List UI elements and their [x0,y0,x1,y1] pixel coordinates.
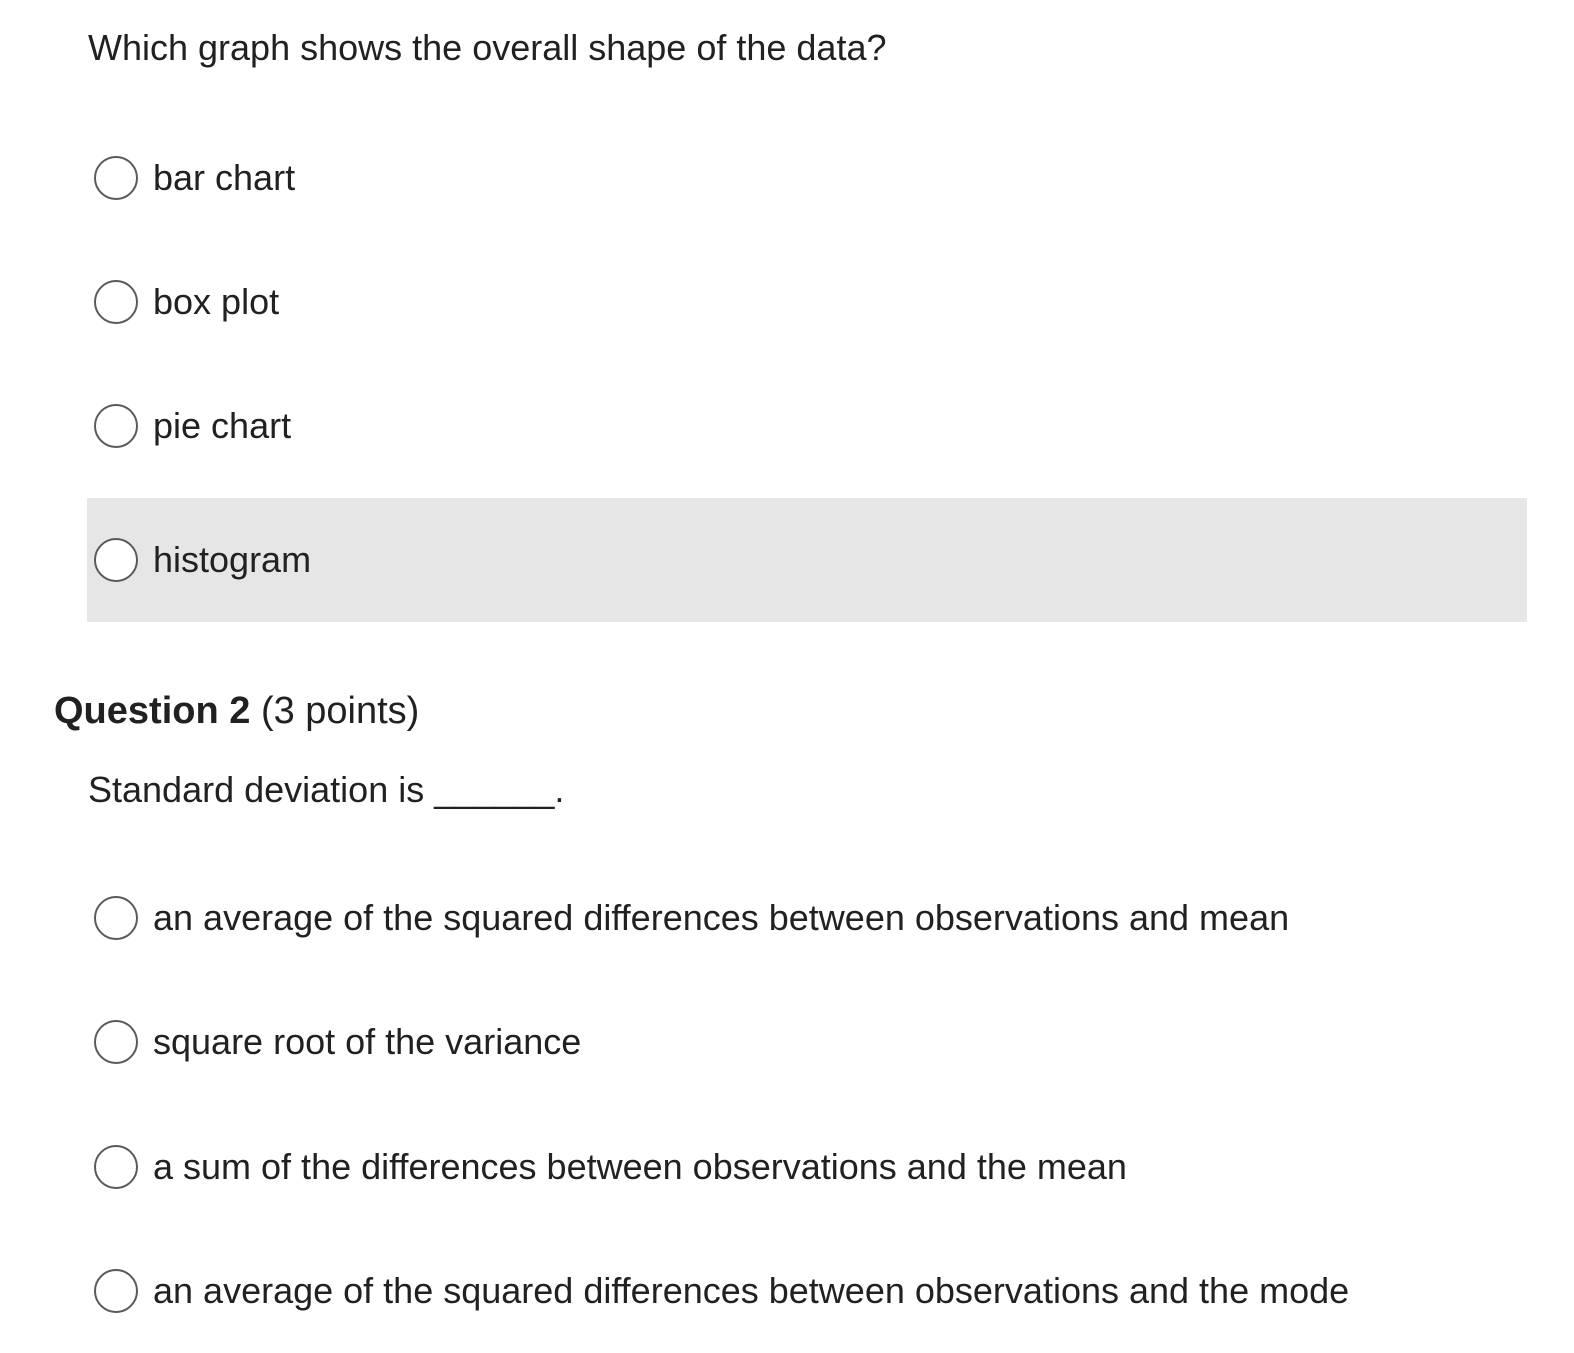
radio-button[interactable] [94,404,138,448]
option-label[interactable]: an average of the squared differences between observations and mean [153,897,1290,938]
option-label[interactable]: pie chart [153,405,292,446]
question-title: Question 2 [54,690,251,732]
question-points: (3 points) [260,690,420,732]
option-histogram[interactable] [87,498,1527,622]
option-bar-chart[interactable] [87,116,1527,240]
radio-button[interactable] [94,280,138,324]
question-1-text: Which graph shows the overall shape of the data? [88,27,887,68]
question-2-text: Standard deviation is ______. [88,769,565,810]
option-pie-chart[interactable] [87,364,1527,488]
radio-button[interactable] [94,538,138,582]
option-label[interactable]: box plot [153,281,280,322]
radio-button[interactable] [94,156,138,200]
option-average-squared-differences-mode[interactable] [87,1229,1527,1353]
radio-button[interactable] [94,1269,138,1313]
question-2-header [54,688,419,734]
option-sum-differences-mean[interactable] [87,1105,1527,1229]
option-label[interactable]: bar chart [153,157,296,198]
radio-button[interactable] [94,1145,138,1189]
radio-button[interactable] [94,1020,138,1064]
option-square-root-variance[interactable] [87,980,1527,1104]
option-average-squared-differences-mean[interactable] [87,856,1527,980]
option-box-plot[interactable] [87,240,1527,364]
option-label[interactable]: histogram [153,539,312,580]
option-label[interactable]: a sum of the differences between observations and the mean [153,1146,1127,1187]
option-label[interactable]: square root of the variance [153,1021,582,1062]
option-label[interactable]: an average of the squared differences between observations and the mode [153,1270,1350,1311]
radio-button[interactable] [94,896,138,940]
